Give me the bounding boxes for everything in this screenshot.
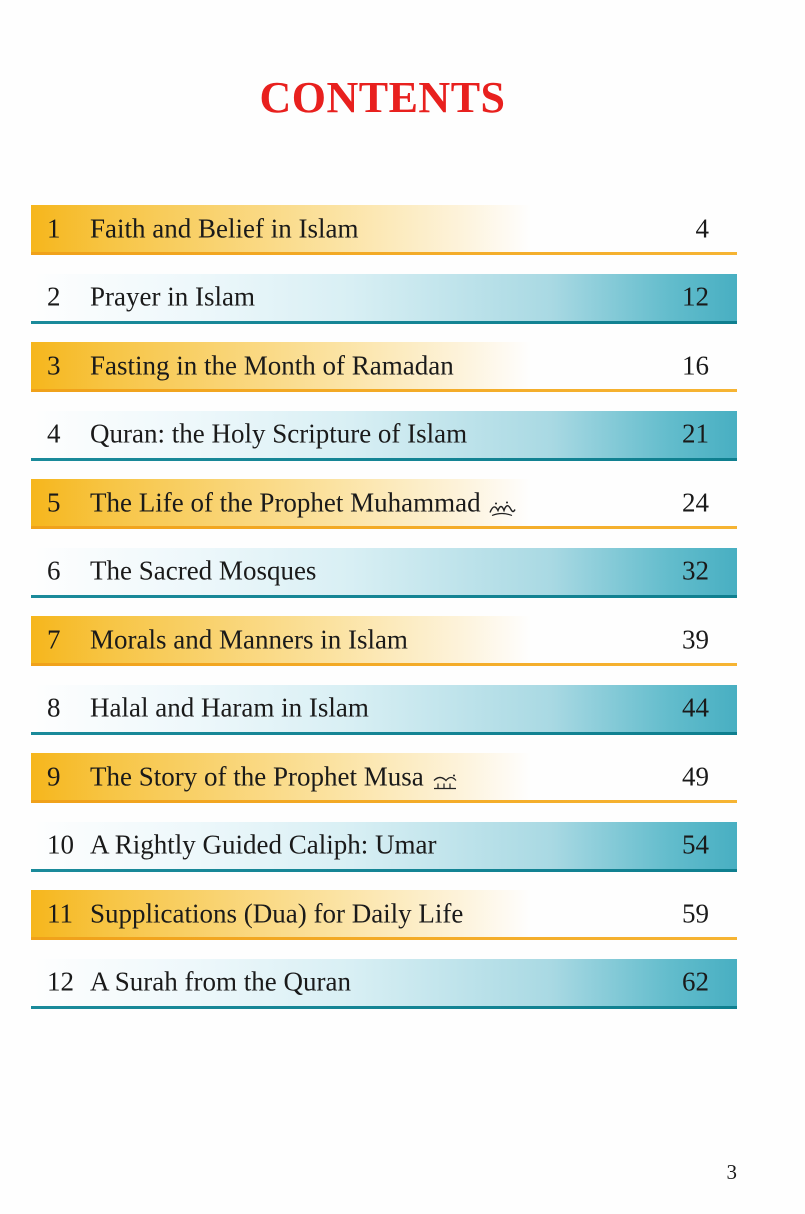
chapter-title [90, 419, 467, 450]
toc-row[interactable] [31, 342, 737, 389]
chapter-number: 6 [47, 555, 61, 586]
chapter-title [90, 761, 460, 792]
chapter-number: 9 [47, 761, 61, 791]
chapter-page: 54 [682, 829, 709, 860]
as-icon [430, 769, 460, 789]
chapter-number: 11 [47, 898, 73, 928]
row-divider [31, 389, 737, 392]
chapter-title [90, 213, 358, 244]
row-divider [31, 937, 737, 940]
row-divider [31, 800, 737, 803]
chapter-page: 12 [682, 281, 709, 312]
chapter-title-text: The Story of the Prophet Musa [90, 761, 424, 791]
row-divider [31, 869, 737, 872]
row-divider [31, 732, 737, 735]
chapter-page: 62 [682, 966, 709, 997]
chapter-title-text: Halal and Haram in Islam [90, 692, 369, 723]
chapter-page: 21 [682, 418, 709, 449]
chapter-title [90, 282, 255, 313]
row-divider [31, 1006, 737, 1009]
chapter-title [90, 624, 408, 655]
chapter-title-text: Morals and Manners in Islam [90, 624, 408, 654]
chapter-title-text: Quran: the Holy Scripture of Islam [90, 418, 468, 449]
chapter-number: 10 [47, 829, 74, 860]
chapter-page: 24 [682, 487, 709, 517]
row-divider [31, 663, 737, 666]
chapter-title [90, 967, 351, 998]
toc-row[interactable] [31, 616, 737, 663]
toc-row[interactable] [31, 274, 737, 321]
chapter-title-text: Supplications (Dua) for Daily Life [90, 898, 464, 928]
table-of-contents [31, 205, 737, 1027]
chapter-title [90, 693, 369, 724]
row-divider [31, 595, 737, 598]
chapter-number: 4 [47, 418, 61, 449]
chapter-title-text: Faith and Belief in Islam [90, 213, 359, 243]
toc-row[interactable] [31, 479, 737, 526]
toc-row[interactable] [31, 685, 737, 732]
chapter-title [90, 350, 454, 381]
page-number: 3 [726, 1160, 737, 1184]
chapter-title-text: The Sacred Mosques [90, 555, 317, 586]
chapter-page: 39 [682, 624, 709, 654]
chapter-number: 8 [47, 692, 61, 723]
chapter-page: 4 [695, 213, 709, 243]
chapter-title [90, 830, 436, 861]
row-divider [31, 252, 737, 255]
chapter-page: 32 [682, 555, 709, 586]
chapter-title [90, 898, 463, 929]
chapter-page: 59 [682, 898, 709, 928]
page-title: CONTENTS [259, 73, 506, 122]
chapter-title-text: Fasting in the Month of Ramadan [90, 350, 454, 380]
chapter-page: 44 [682, 692, 709, 723]
toc-row[interactable] [31, 548, 737, 595]
chapter-number: 3 [47, 350, 61, 380]
toc-row[interactable] [31, 959, 737, 1006]
toc-row[interactable] [31, 205, 737, 252]
chapter-number: 7 [47, 624, 61, 654]
toc-row[interactable] [31, 411, 737, 458]
chapter-title [90, 556, 316, 587]
row-divider [31, 526, 737, 529]
toc-row[interactable] [31, 890, 737, 937]
chapter-title-text: A Rightly Guided Caliph: Umar [90, 829, 437, 860]
pbuh-icon [487, 495, 517, 515]
chapter-title [90, 487, 517, 518]
chapter-number: 1 [47, 213, 61, 243]
chapter-title-text: The Life of the Prophet Muhammad [90, 487, 481, 517]
chapter-title-text: Prayer in Islam [90, 281, 255, 312]
chapter-page: 16 [682, 350, 709, 380]
row-divider [31, 458, 737, 461]
chapter-number: 2 [47, 281, 61, 312]
chapter-page: 49 [682, 761, 709, 791]
chapter-number: 5 [47, 487, 61, 517]
chapter-title-text: A Surah from the Quran [90, 966, 351, 997]
row-divider [31, 321, 737, 324]
toc-row[interactable] [31, 753, 737, 800]
chapter-number: 12 [47, 966, 74, 997]
toc-row[interactable] [31, 822, 737, 869]
